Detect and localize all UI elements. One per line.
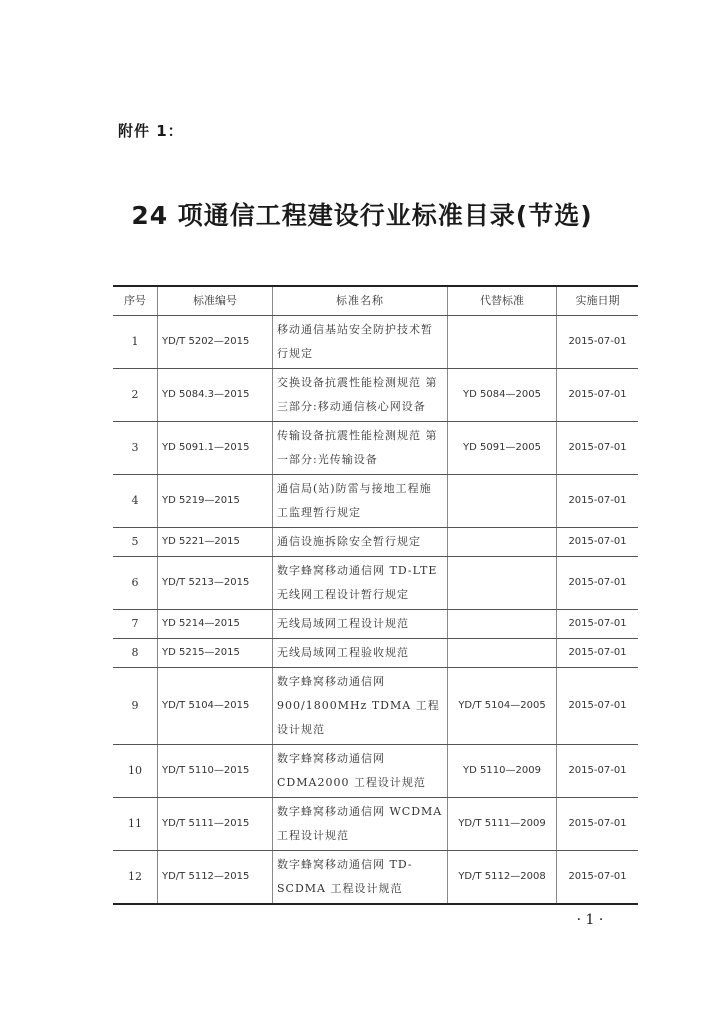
attachment-label: 附件 1： [118, 122, 184, 140]
table-row [113, 369, 638, 422]
row-number: 11 [113, 798, 158, 851]
table-row [113, 422, 638, 475]
replaced-standard: YD/T 5104—2005 [448, 668, 557, 745]
table-row [113, 639, 638, 668]
table-header-row [113, 286, 638, 316]
row-number: 3 [113, 422, 158, 475]
standard-code: YD 5221—2015 [158, 528, 273, 557]
table-row [113, 668, 638, 745]
standard-code: YD 5084.3—2015 [158, 369, 273, 422]
replaced-standard: YD 5110—2009 [448, 745, 557, 798]
row-number: 1 [113, 316, 158, 369]
effective-date: 2015-07-01 [557, 475, 639, 528]
standard-name: 数字蜂窝移动通信网 CDMA2000 工程设计规范 [273, 745, 448, 798]
standard-code: YD 5091.1—2015 [158, 422, 273, 475]
row-number: 7 [113, 610, 158, 639]
row-number: 8 [113, 639, 158, 668]
replaced-standard: YD 5084—2005 [448, 369, 557, 422]
table-row [113, 745, 638, 798]
standard-name: 数字蜂窝移动通信网 TD-SCDMA 工程设计规范 [273, 851, 448, 905]
standard-code: YD/T 5111—2015 [158, 798, 273, 851]
row-number: 5 [113, 528, 158, 557]
page-number: · 1 · [576, 912, 604, 928]
replaced-standard [448, 557, 557, 610]
row-number: 2 [113, 369, 158, 422]
effective-date: 2015-07-01 [557, 557, 639, 610]
header-name: 标准名称 [273, 286, 448, 316]
row-number: 12 [113, 851, 158, 905]
standard-code: YD 5219—2015 [158, 475, 273, 528]
effective-date: 2015-07-01 [557, 422, 639, 475]
effective-date: 2015-07-01 [557, 798, 639, 851]
replaced-standard [448, 316, 557, 369]
row-number: 6 [113, 557, 158, 610]
table-row [113, 316, 638, 369]
row-number: 4 [113, 475, 158, 528]
effective-date: 2015-07-01 [557, 610, 639, 639]
effective-date: 2015-07-01 [557, 316, 639, 369]
effective-date: 2015-07-01 [557, 528, 639, 557]
standard-code: YD 5215—2015 [158, 639, 273, 668]
standard-name: 交换设备抗震性能检测规范 第三部分:移动通信核心网设备 [273, 369, 448, 422]
table-row [113, 851, 638, 905]
standard-name: 通信局(站)防雷与接地工程施工监理暂行规定 [273, 475, 448, 528]
effective-date: 2015-07-01 [557, 851, 639, 905]
table-row [113, 610, 638, 639]
standard-code: YD/T 5104—2015 [158, 668, 273, 745]
standards-table [113, 285, 638, 905]
replaced-standard: YD/T 5111—2009 [448, 798, 557, 851]
standard-name: 数字蜂窝移动通信网 TD-LTE 无线网工程设计暂行规定 [273, 557, 448, 610]
standard-code: YD/T 5213—2015 [158, 557, 273, 610]
standard-name: 数字蜂窝移动通信网 900/1800MHz TDMA 工程设计规范 [273, 668, 448, 745]
replaced-standard [448, 475, 557, 528]
standard-code: YD/T 5112—2015 [158, 851, 273, 905]
standard-code: YD/T 5202—2015 [158, 316, 273, 369]
header-code: 标准编号 [158, 286, 273, 316]
standard-name: 通信设施拆除安全暂行规定 [273, 528, 448, 557]
replaced-standard: YD/T 5112—2008 [448, 851, 557, 905]
standard-name: 数字蜂窝移动通信网 WCDMA 工程设计规范 [273, 798, 448, 851]
row-number: 10 [113, 745, 158, 798]
standard-name: 无线局域网工程验收规范 [273, 639, 448, 668]
replaced-standard [448, 610, 557, 639]
document-title: 24 项通信工程建设行业标准目录(节选) [131, 201, 593, 230]
table-row [113, 475, 638, 528]
table-row [113, 557, 638, 610]
standard-code: YD/T 5110—2015 [158, 745, 273, 798]
header-no: 序号 [113, 286, 158, 316]
standard-name: 无线局域网工程设计规范 [273, 610, 448, 639]
table-row [113, 798, 638, 851]
row-number: 9 [113, 668, 158, 745]
header-date: 实施日期 [557, 286, 639, 316]
effective-date: 2015-07-01 [557, 639, 639, 668]
effective-date: 2015-07-01 [557, 745, 639, 798]
replaced-standard: YD 5091—2005 [448, 422, 557, 475]
standard-code: YD 5214—2015 [158, 610, 273, 639]
standard-name: 移动通信基站安全防护技术暂行规定 [273, 316, 448, 369]
standard-name: 传输设备抗震性能检测规范 第一部分:光传输设备 [273, 422, 448, 475]
replaced-standard [448, 639, 557, 668]
effective-date: 2015-07-01 [557, 668, 639, 745]
effective-date: 2015-07-01 [557, 369, 639, 422]
replaced-standard [448, 528, 557, 557]
table-row [113, 528, 638, 557]
header-replaces: 代替标准 [448, 286, 557, 316]
